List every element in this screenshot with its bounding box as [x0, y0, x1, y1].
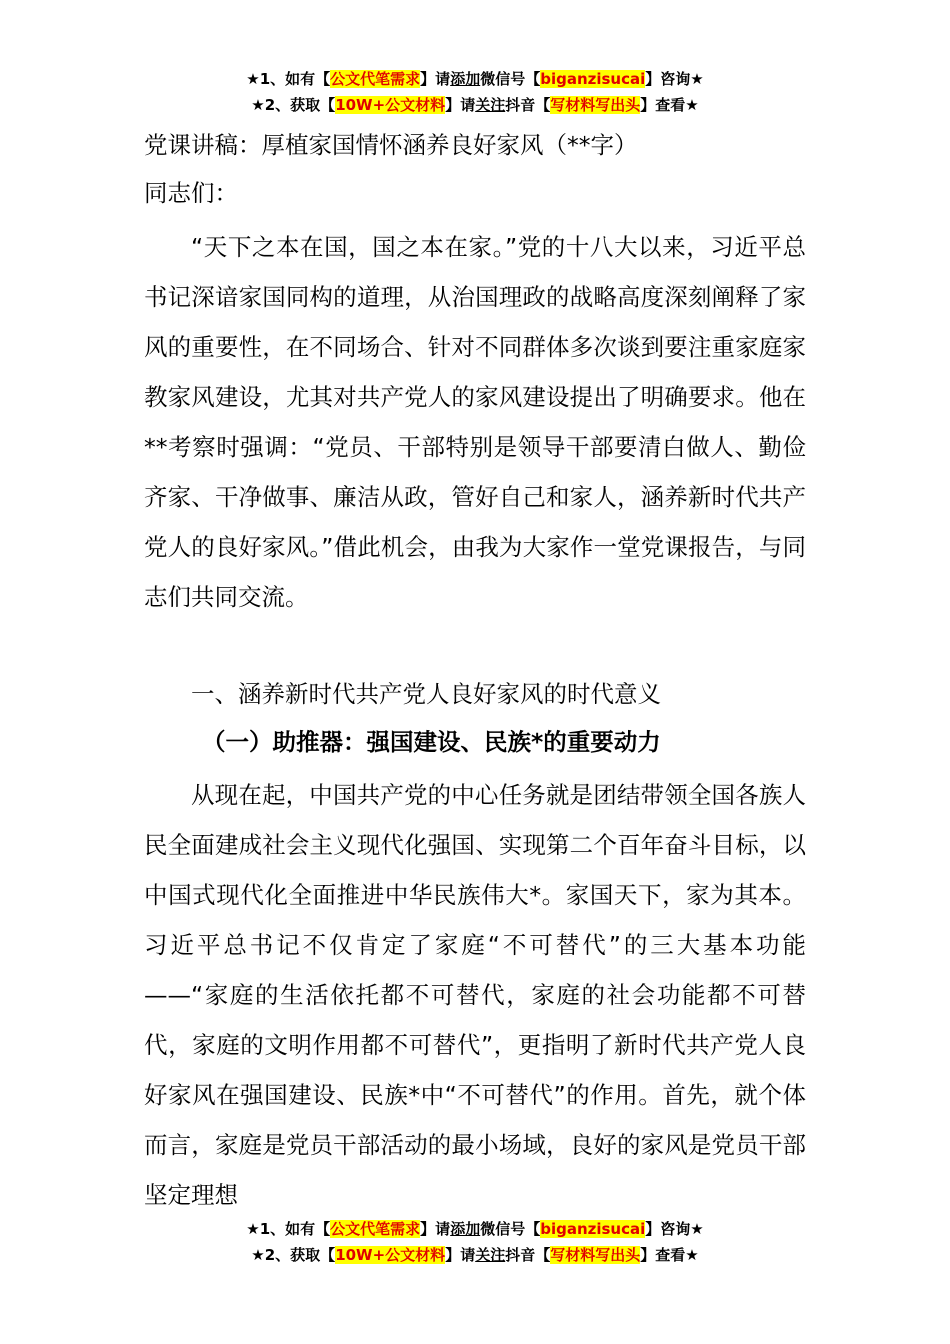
promo-text: 微信号【: [480, 70, 541, 88]
promo-line-2: [0, 92, 950, 118]
promo-underlined-text: 添加: [450, 1220, 481, 1238]
promo-text: 微信号【: [480, 1220, 541, 1238]
promo-underlined-text: 关注: [475, 1246, 506, 1264]
promo-line-1: [0, 1216, 950, 1242]
promo-text: ★1、如有【: [246, 1220, 331, 1238]
promo-text: ★2、获取【: [251, 1246, 336, 1264]
promo-highlight: 写材料写出头: [550, 96, 641, 114]
subsection-heading: （一）助推器：强国建设、民族*的重要动力: [202, 728, 661, 756]
promo-highlight: 10W+公文材料: [335, 96, 446, 114]
promo-text: 】请: [420, 70, 451, 88]
promo-highlight: biganzisucai: [540, 70, 646, 88]
promo-text: 】请: [445, 96, 476, 114]
section-heading: 一、涵养新时代共产党人良好家风的时代意义: [191, 680, 661, 708]
promo-banner-top: [0, 66, 950, 118]
promo-highlight: biganzisucai: [540, 1220, 646, 1238]
promo-text: 】请: [445, 1246, 476, 1264]
promo-line-1: [0, 66, 950, 92]
promo-highlight: 公文代笔需求: [330, 1220, 421, 1238]
promo-text: ★2、获取【: [251, 96, 336, 114]
promo-highlight: 写材料写出头: [550, 1246, 641, 1264]
promo-text: 】查看★: [640, 96, 699, 114]
paragraph-intro: “天下之本在国，国之本在家。”党的十八大以来，习近平总书记深谙家国同构的道理，从治国理政的战略高度深刻阐释了家风的重要性，在不同场合、针对不同群体多次谈到要注重家庭家教家风建设，尤其对共产党人的家风建设提出了明确要求。他在**考察时强调：“党员、干部特别是领导干部要清白做人、勤俭齐家、干净做事、廉洁从政，管好自己和家人，涵养新时代共产党人的良好家风。”借此机会，由我为大家作一堂党课报告，与同志们共同交流。: [144, 233, 806, 611]
promo-text: 】咨询★: [645, 70, 704, 88]
paragraph-body: 从现在起，中国共产党的中心任务就是团结带领全国各族人民全面建成社会主义现代化强国、实现第二个百年奋斗目标，以中国式现代化全面推进中华民族伟大*。家国天下，家为其本。习近平总书记不仅肯定了家庭“不可替代”的三大基本功能——“家庭的生活依托都不可替代，家庭的社会功能都不可替代，家庭的文明作用都不可替代”，更指明了新时代共产党人良好家风在强国建设、民族*中“不可替代”的作用。首先，就个体而言，家庭是党员干部活动的最小场域，良好的家风是党员干部坚定理想: [144, 781, 806, 1209]
promo-text: 抖音【: [505, 96, 551, 114]
promo-highlight: 公文代笔需求: [330, 70, 421, 88]
greeting: 同志们：: [144, 179, 238, 207]
promo-underlined-text: 关注: [475, 96, 506, 114]
promo-highlight: 10W+公文材料: [335, 1246, 446, 1264]
promo-banner-bottom: [0, 1216, 950, 1268]
promo-underlined-text: 添加: [450, 70, 481, 88]
promo-text: ★1、如有【: [246, 70, 331, 88]
promo-text: 抖音【: [505, 1246, 551, 1264]
promo-line-2: [0, 1242, 950, 1268]
promo-text: 】咨询★: [645, 1220, 704, 1238]
document-title: 党课讲稿：厚植家国情怀涵养良好家风（**字）: [144, 131, 638, 159]
promo-text: 】请: [420, 1220, 451, 1238]
promo-text: 】查看★: [640, 1246, 699, 1264]
